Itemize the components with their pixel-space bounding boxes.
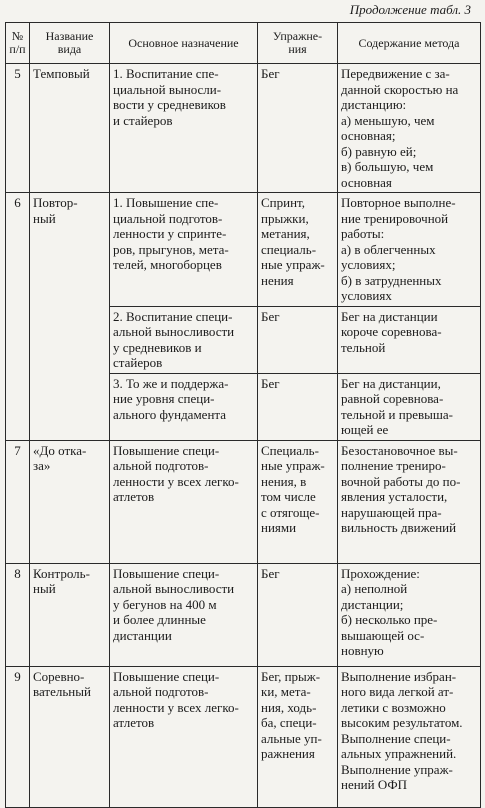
row-num: 7 <box>6 440 30 563</box>
row-purpose: Повышение специ- альной подготов- ленности у всех легко- атлетов <box>110 666 258 807</box>
table-row <box>6 193 481 307</box>
row-purpose: 1. Воспитание спе- циальной выносли- вости у средневиков и стайеров <box>110 64 258 193</box>
row-num: 5 <box>6 64 30 193</box>
row-content: Бег на дистанции короче соревнова- тельной <box>338 306 481 373</box>
row-content: Выполнение избран- ного вида легкой ат- летики с возможно высоким результатом. Выполнение специ- альных упражнений. Выполнение упраж- нений ОФП <box>338 666 481 807</box>
table-row <box>6 440 481 563</box>
row-content: Прохождение: а) неполной дистанции; б) несколько пре- вышающей ос- новную <box>338 563 481 666</box>
methods-table <box>5 22 481 808</box>
table-caption: Продолжение табл. 3 <box>349 2 471 17</box>
table-row <box>6 666 481 807</box>
header-content: Содержание метода <box>338 23 481 64</box>
row-content: Повторное выполне- ние тренировочной работы: а) в облегченных условиях; б) в затрудненных условиях <box>338 193 481 307</box>
table-row <box>6 64 481 193</box>
row-purpose: Повышение специ- альной подготов- ленности у всех легко- атлетов <box>110 440 258 563</box>
row-content: Бег на дистанции, равной соревнова- тельной и превыша- ющей ее <box>338 373 481 440</box>
row-name: Контроль- ный <box>30 563 110 666</box>
header-num: № п/п <box>6 23 30 64</box>
row-num: 9 <box>6 666 30 807</box>
row-exercises: Бег <box>258 373 338 440</box>
row-purpose: 1. Повышение спе- циальной подготов- ленности у спринте- ров, прыгунов, мета- телей, многоборцев <box>110 193 258 307</box>
header-exercises: Упражне- ния <box>258 23 338 64</box>
row-content: Передвижение с за- данной скоростью на дистанцию: а) меньшую, чем основная; б) равную ей; в) большую, чем основная <box>338 64 481 193</box>
row-exercises: Специаль- ные упраж- нения, в том числе с отягоще- ниями <box>258 440 338 563</box>
row-exercises: Бег <box>258 563 338 666</box>
row-name: «До отка- за» <box>30 440 110 563</box>
row-name: Повтор- ный <box>30 193 110 441</box>
header-row <box>6 23 481 64</box>
row-exercises: Бег <box>258 64 338 193</box>
row-purpose: 3. То же и поддержа- ние уровня специ- ального фундамента <box>110 373 258 440</box>
row-exercises: Бег, прыж- ки, мета- ния, ходь- ба, специ- альные уп- ражнения <box>258 666 338 807</box>
row-content: Безостановочное вы- полнение трениро- вочной работы до по- явления усталости, нарушающей пра- вильность движений <box>338 440 481 563</box>
row-num: 6 <box>6 193 30 441</box>
header-purpose: Основное назначение <box>110 23 258 64</box>
table-row <box>6 563 481 666</box>
row-exercises: Бег <box>258 306 338 373</box>
row-name: Соревно- вательный <box>30 666 110 807</box>
row-purpose: Повышение специ- альной выносливости у бегунов на 400 м и более длинные дистанции <box>110 563 258 666</box>
header-name: Название вида <box>30 23 110 64</box>
row-exercises: Спринт, прыжки, метания, специаль- ные упраж- нения <box>258 193 338 307</box>
row-purpose: 2. Воспитание специ- альной выносливости у средневиков и стайеров <box>110 306 258 373</box>
row-num: 8 <box>6 563 30 666</box>
row-name: Темповый <box>30 64 110 193</box>
